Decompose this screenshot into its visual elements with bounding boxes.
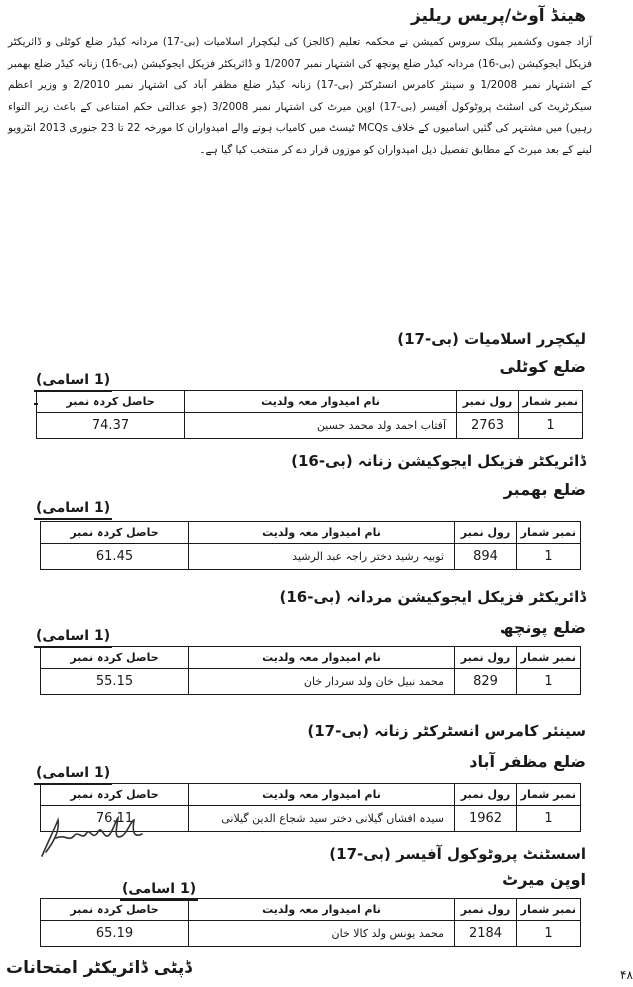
col-marks: حاصل کردہ نمبر xyxy=(37,391,185,413)
col-marks: حاصل کردہ نمبر xyxy=(41,647,189,669)
result-table xyxy=(40,521,581,570)
col-roll: رول نمبر xyxy=(455,647,517,669)
col-name: نام امیدوار معہ ولدیت xyxy=(185,391,457,413)
vacancy-count: (1 اسامی) xyxy=(120,880,198,901)
post-title: اسسٹنٹ پروٹوکول آفیسر (بی-17) xyxy=(329,845,586,863)
col-name: نام امیدوار معہ ولدیت xyxy=(189,522,455,544)
page-title: ھینڈ آوٹ/پریس ریلیز xyxy=(410,6,586,26)
result-table xyxy=(36,390,583,439)
cell-serial: 1 xyxy=(517,806,581,832)
cell-marks: 65.19 xyxy=(41,921,189,947)
col-roll: رول نمبر xyxy=(457,391,519,413)
cell-roll: 829 xyxy=(455,669,517,695)
cell-name: سیدہ افشاں گیلانی دختر سید شجاع الدین گیلانی xyxy=(189,806,455,832)
table-row xyxy=(41,544,581,570)
vacancy-count: (1 اسامی) xyxy=(34,764,112,785)
cell-marks: 61.45 xyxy=(41,544,189,570)
result-table xyxy=(40,898,581,947)
vacancy-count: (1 اسامی) xyxy=(34,499,112,520)
col-marks: حاصل کردہ نمبر xyxy=(41,784,189,806)
col-roll: رول نمبر xyxy=(455,899,517,921)
cell-marks: 74.37 xyxy=(37,413,185,439)
footer-designation: ڈپٹی ڈائریکٹر امتحانات xyxy=(6,958,192,978)
col-serial: نمبر شمار xyxy=(519,391,583,413)
cell-serial: 1 xyxy=(519,413,583,439)
intro-paragraph: آزاد جموں وکشمیر پبلک سروس کمیشن نے محکمہ تعلیم (کالجز) کی لیکچرار اسلامیات (بی-17) مردانہ کیڈر ضلع کوٹلی و ڈائریکٹر فزیکل ایجوکیشن (بی-16) مردانہ کیڈر ضلع پونچھ کی اشتہار نمبر 1/2007 و ڈائریکٹر فزیکل ایجوکیشن (بی-16) زنانہ کیڈر ضلع بھمبر کے اشتہار نمبر 1/2008 و سینئر کامرس انسٹرکٹر (بی-17) زنانہ کیڈر ضلع مظفر آباد کی اشتہار نمبر 2/2010 و وزیر اعظم سیکرٹریٹ کی اسٹنٹ پروٹوکول آفیسر (بی-17) اوپن میرٹ کی اشتہار نمبر 3/2008 (جو عدالتی حکم امتناعی کے باعث زیر التواء رہیں) میں مشتہر کی گئیں اسامیوں کے خلاف MCQs ٹیسٹ میں کامیاب ہونے والے امیدواران کا مورخہ 22 تا 23 جنوری 2013 انٹرویو لینے کے بعد میرٹ کے مطابق تفصیل ذیل امیدواران کو موزوں قرار دے کر منتخب کیا گیا ہے۔ xyxy=(8,36,593,156)
col-marks: حاصل کردہ نمبر xyxy=(41,899,189,921)
cell-roll: 894 xyxy=(455,544,517,570)
page-number: ۴۸ xyxy=(620,968,633,982)
post-title: ڈائریکٹر فزیکل ایجوکیشن زنانہ (بی-16) xyxy=(291,452,586,470)
post-title: لیکچرر اسلامیات (بی-17) xyxy=(397,330,586,348)
cell-roll: 1962 xyxy=(455,806,517,832)
vacancy-count: (1 اسامی) xyxy=(34,371,112,392)
signature-icon xyxy=(38,812,158,862)
result-table xyxy=(40,646,581,695)
cell-name: ثوبیہ رشید دختر راجہ عبد الرشید xyxy=(189,544,455,570)
table-row xyxy=(41,921,581,947)
cell-roll: 2763 xyxy=(457,413,519,439)
cell-name: محمد یونس ولد کالا خان xyxy=(189,921,455,947)
col-roll: رول نمبر xyxy=(455,522,517,544)
cell-serial: 1 xyxy=(517,669,581,695)
cell-marks: 76.11 xyxy=(41,806,189,832)
district-title: ضلع پونچھ xyxy=(499,618,586,637)
district-title: ضلع مظفر آباد xyxy=(469,752,586,771)
col-name: نام امیدوار معہ ولدیت xyxy=(189,899,455,921)
district-title: ضلع بھمبر xyxy=(503,480,586,499)
col-name: نام امیدوار معہ ولدیت xyxy=(189,784,455,806)
cell-name: آفتاب احمد ولد محمد حسین xyxy=(185,413,457,439)
cell-roll: 2184 xyxy=(455,921,517,947)
cell-serial: 1 xyxy=(517,921,581,947)
col-serial: نمبر شمار xyxy=(517,522,581,544)
col-marks: حاصل کردہ نمبر xyxy=(41,522,189,544)
vacancy-count: (1 اسامی) xyxy=(34,627,112,648)
col-name: نام امیدوار معہ ولدیت xyxy=(189,647,455,669)
table-row xyxy=(37,413,583,439)
district-title: اوپن میرٹ xyxy=(502,870,586,889)
col-roll: رول نمبر xyxy=(455,784,517,806)
cell-marks: 55.15 xyxy=(41,669,189,695)
col-serial: نمبر شمار xyxy=(517,647,581,669)
post-title: سینئر کامرس انسٹرکٹر زنانہ (بی-17) xyxy=(307,722,586,740)
col-serial: نمبر شمار xyxy=(517,899,581,921)
post-title: ڈائریکٹر فزیکل ایجوکیشن مردانہ (بی-16) xyxy=(279,588,586,606)
district-title: ضلع کوٹلی xyxy=(499,357,586,376)
cell-serial: 1 xyxy=(517,544,581,570)
col-serial: نمبر شمار xyxy=(517,784,581,806)
cell-name: محمد نبیل خان ولد سردار خان xyxy=(189,669,455,695)
table-row xyxy=(41,669,581,695)
